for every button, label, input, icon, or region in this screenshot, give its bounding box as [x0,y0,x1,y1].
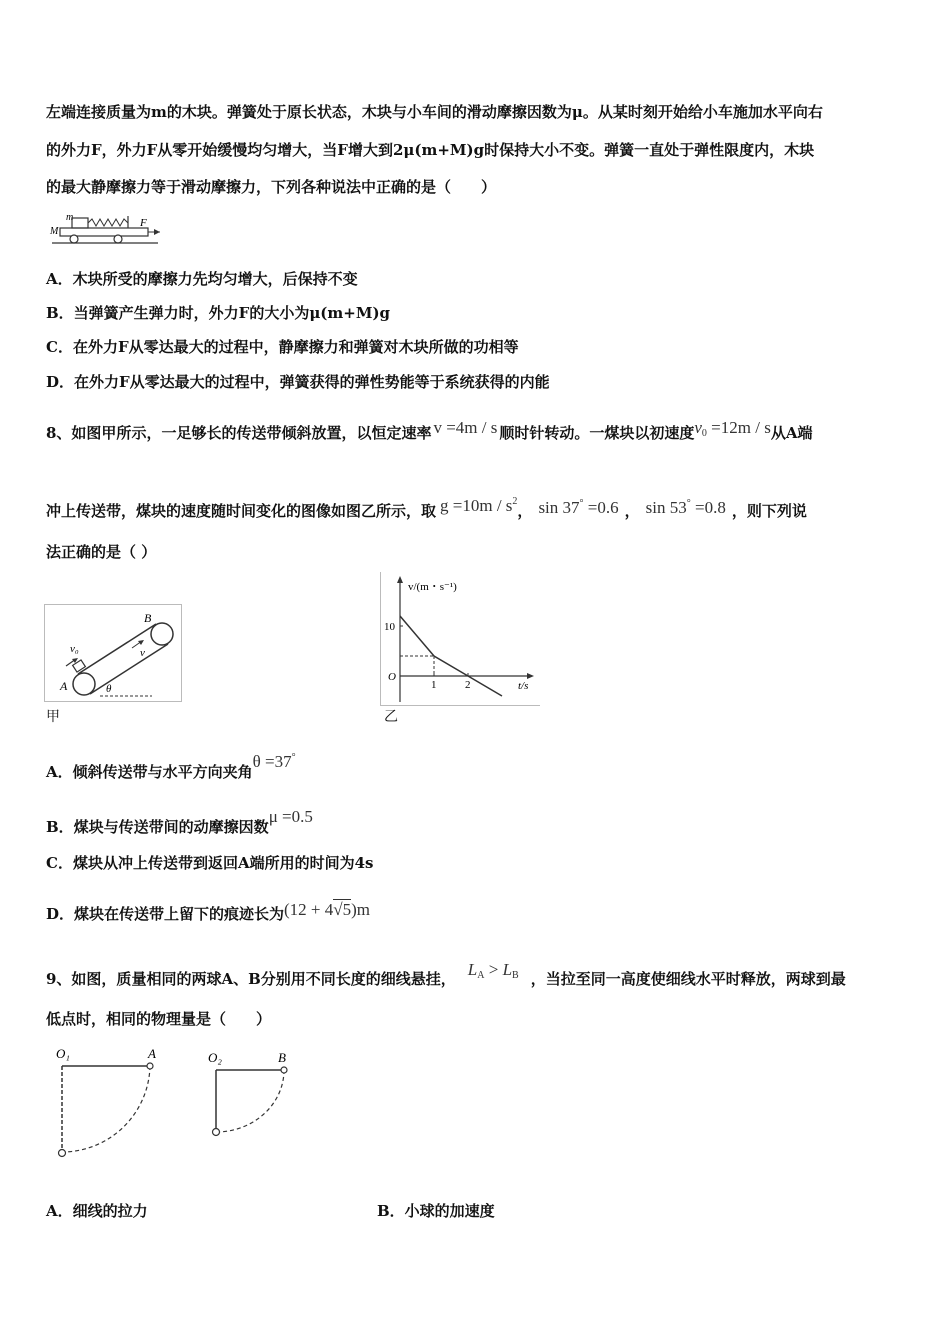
y-axis-label: v/(m・s⁻¹) [408,581,457,593]
origin-label: O [388,671,396,683]
q8-conveyor-figure [44,604,184,704]
q8-stem-line-3: 法正确的是（ ） [46,543,157,561]
label-O2: O₂ [208,1050,222,1065]
x-axis-label: t/s [518,680,529,692]
q8-vt-chart [380,572,540,706]
caption-yi: 乙 [384,709,398,725]
q7-option-c: C．在外力F从零达最大的过程中，静摩擦力和弹簧对木块所做的功相等 [46,338,519,356]
q8-stem-line-1: 8、如图甲所示，一足够长的传送带倾斜放置，以恒定速率 v =4m / s 顺时针转动。一煤块以初速度$v_0 =12m / s$从A端 [46,418,813,442]
q7-stem-line-1: 左端连接质量为m的木块。弹簧处于原长状态，木块与小车间的滑动摩擦因数为μ。从某时刻开始给小车施加水平向右 [46,103,823,121]
q9-option-b: B．小球的加速度 [377,1202,495,1220]
q9-option-a: A．细线的拉力 [46,1202,148,1220]
q8-option-b: B．煤块与传送带间的动摩擦因数μ =0.5 [46,807,313,836]
label-F: F [140,217,147,229]
label-v0: v₀ [70,643,79,655]
caption-jia: 甲 [46,709,60,725]
q9-pendulum-figure [46,1040,306,1166]
ball-a-bottom [59,1150,66,1157]
q8-option-c: C．煤块从冲上传送带到返回A端所用的时间为4s [46,854,374,872]
label-m: m [66,212,74,223]
roller-b [151,623,173,645]
q8-option-d: D．煤块在传送带上留下的痕迹长为(12 + 4√5)m [46,900,370,923]
belt-bottom [90,644,168,694]
label-B: B [278,1050,286,1065]
label-A: A [60,679,68,693]
label-O1: O₁ [56,1046,70,1061]
tick-label-2: 2 [465,679,471,691]
q9-stem-line-1: 9、如图，质量相同的两球A、B分别用不同长度的细线悬挂， $L_A > L_B$ ，当拉至同一高度使细线水平时释放，两球到最 [46,960,846,988]
q7-stem-line-3: 的最大静摩擦力等于滑动摩擦力，下列各种说法中正确的是（ ） [46,178,497,196]
q7-option-b: B．当弹簧产生弹力时，外力F的大小为μ(m+M)g [46,304,391,322]
arc-a [62,1066,150,1152]
ball-b [281,1067,287,1073]
label-theta: θ [106,683,112,695]
q8-option-a: A．倾斜传送带与水平方向夹角θ =37° [46,752,296,781]
label-A: A [148,1046,156,1061]
q9-stem-line-2: 低点时，相同的物理量是（ ） [46,1010,272,1028]
roller-a [73,673,95,695]
spring [88,219,128,226]
q7-option-a: A．木块所受的摩擦力先均匀增大，后保持不变 [46,270,358,288]
q7-cart-figure [46,208,166,248]
arc-b [216,1070,284,1132]
tick-label-1: 1 [431,679,437,691]
label-B: B [144,611,152,625]
wood-block [72,218,88,228]
label-v: v [140,647,145,659]
ball-a [147,1063,153,1069]
ball-b-bottom [213,1129,220,1136]
wheel [114,235,122,243]
wheel [70,235,78,243]
q8-stem-line-2: 冲上传送带，煤块的速度随时间变化的图像如图乙所示，取 $g =10m / s^2$， sin 37° =0.6 ， sin 53° =0.8 ，则下列说 [46,496,807,520]
tick-label-10: 10 [384,621,395,633]
q7-stem-line-2: 的外力F，外力F从零开始缓慢均匀增大，当F增大到2μ(m+M)g时保持大小不变。弹簧一直处于弹性限度内，木块 [46,141,815,159]
q7-option-d: D．在外力F从零达最大的过程中，弹簧获得的弹性势能等于系统获得的内能 [46,373,550,391]
label-M: M [50,226,59,237]
